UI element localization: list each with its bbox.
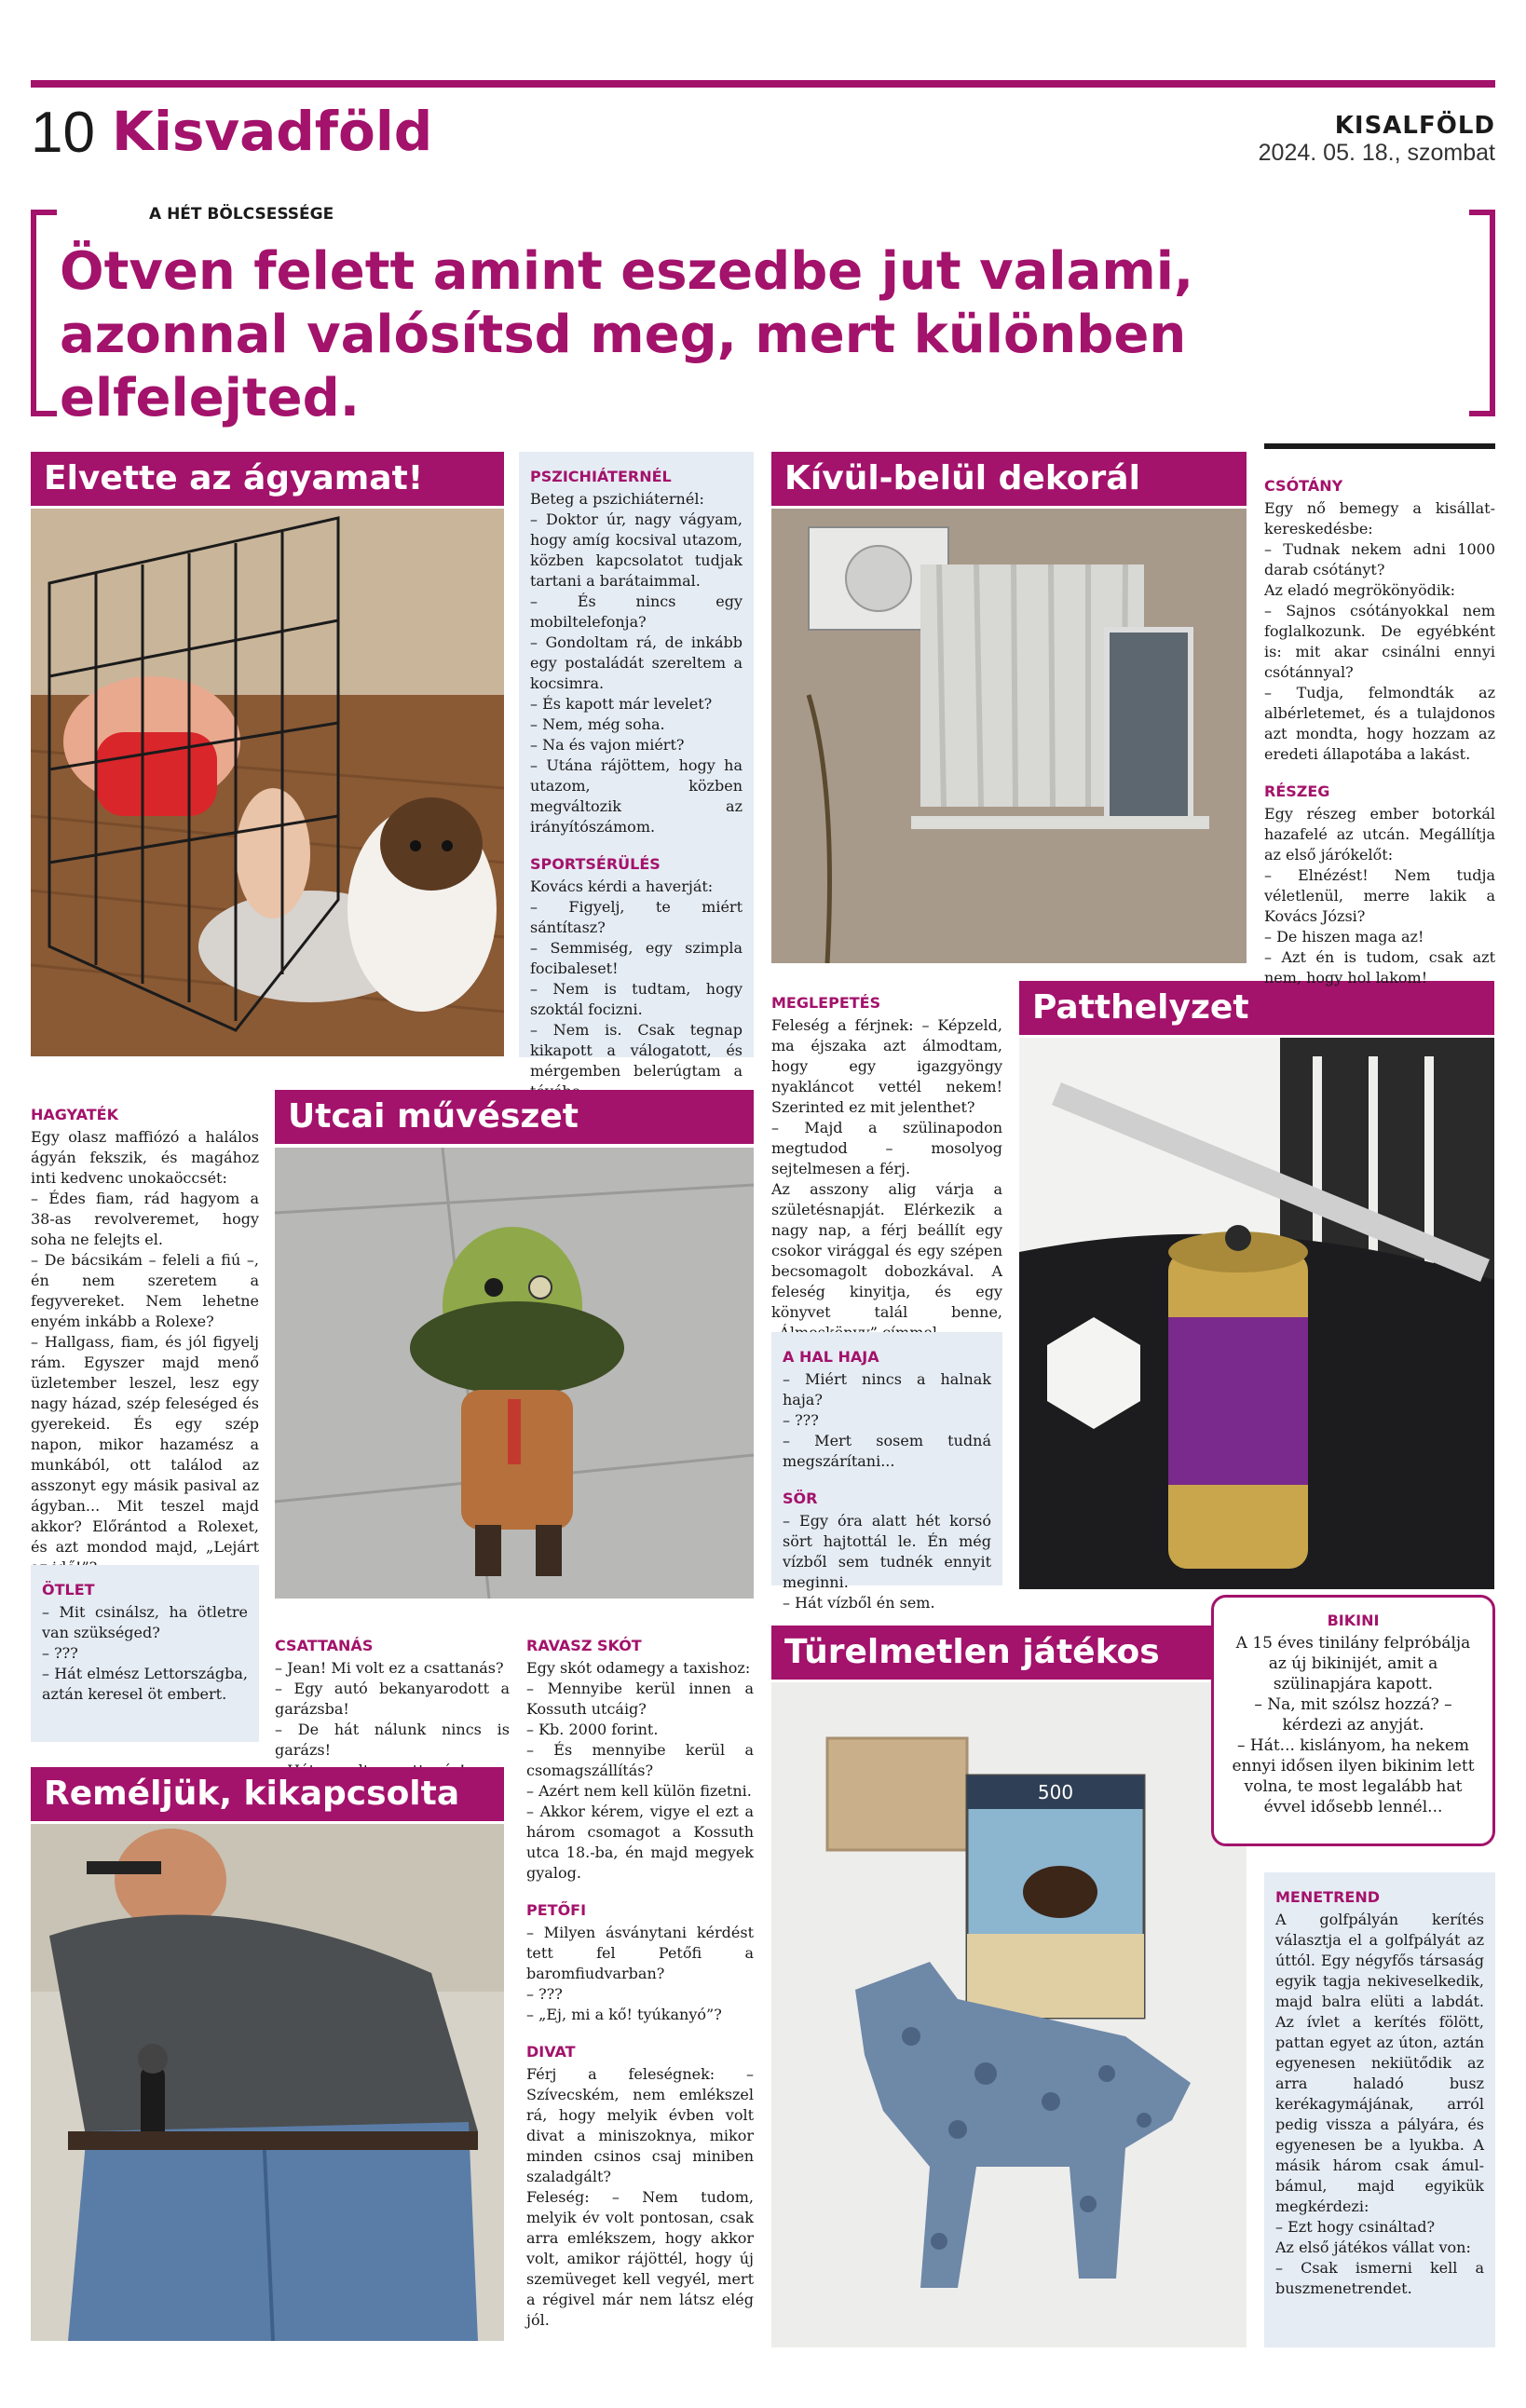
page-number: 10 [31,101,95,165]
joke-title-csotany: CSÓTÁNY [1264,477,1343,495]
issue-date: 2024. 05. 18., szombat [1258,140,1495,166]
wisdom-kicker: A HÉT BÖLCSESSÉGE [149,205,334,224]
joke-title-petofi: PETŐFI [526,1901,587,1919]
photo-raid-spider [1019,1038,1494,1589]
joke-box-hal-sor [771,1332,1002,1612]
joke-body-a-hal-haja: – Miért nincs a halnak haja? – ??? – Mert sosem tudná megszárítani... [783,1370,991,1470]
joke-title-otlet: ÖTLET [42,1581,95,1599]
joke-title-pszichiaternel: PSZICHIÁTERNÉL [530,468,672,485]
joke-box-otlet [31,1565,259,1742]
joke-title-sportserules: SPORTSÉRÜLÉS [530,855,661,873]
joke-bubble-bikini [1211,1595,1495,1846]
joke-title-reszeg: RÉSZEG [1264,782,1330,800]
dog-cage-illustration [31,509,504,1056]
puzzle-box-label: 500 [1037,1781,1074,1803]
photo-title-elvette: Elvette az ágyamat! [31,452,504,506]
joke-title-menetrend: MENETREND [1275,1888,1381,1906]
street-art-illustration [275,1148,754,1599]
joke-title-meglepetes: MEGLEPETÉS [771,994,881,1012]
raid-illustration [1019,1038,1494,1589]
joke-title-a-hal-haja: A HAL HAJA [783,1348,879,1366]
wisdom-bracket-left [31,210,57,416]
photo-title-remeljuk: Reméljük, kikapcsolta [31,1767,504,1821]
photo-street-art [275,1148,754,1599]
column-rule [1264,443,1495,449]
photo-title-turelmetlen: Türelmetlen játékos [771,1626,1247,1680]
joke-box-col4-top [1264,461,1495,986]
joke-body-petofi: – Milyen ásványtani kérdést tett fel Petőfi a baromfiudvarban? – ??? – „Ej, mi a kő! tyúkanyó”? [526,1924,754,2023]
newspaper-brand: KISALFÖLD [1334,112,1495,140]
joke-body-otlet: – Mit csinálsz, ha ötletre van szükséged? – ??? – Hát elmész Lettországba, aztán keresel öt embert. [42,1603,248,1703]
photo-dog-cage [31,509,504,1056]
photo-title-kivul-belul: Kívül-belül dekorál [771,452,1247,506]
joke-box-col2-top [519,452,754,1080]
photo-puzzle [771,1682,1247,2347]
joke-box-meglepetes [771,978,1002,1321]
top-rule [31,80,1495,88]
joke-title-ravasz-skot: RAVASZ SKÓT [526,1637,642,1654]
photo-guitarist [31,1824,504,2341]
section-title: Kisvadföld [112,100,433,163]
joke-body-ravasz-skot: Egy skót odamegy a taxishoz: – Mennyibe kerül innen a Kossuth utcáig? – Kb. 2000 forint. – És mennyibe kerül a csomagszállítás? – Azért nem kell külön fizetni. – Akkor kérem, vigye el ezt a három csomagot a Kossuth utca 18.-ba, én majd megyek gyalog. [526,1659,754,1882]
joke-body-csattanas: – Jean! Mi volt ez a csattanás? – Egy autó bekanyarodott a garázsba! – De hát nálunk nincs is garázs! [275,1659,510,1759]
joke-body-reszeg: Egy részeg ember botorkál hazafelé az utcán. Megállítja az első járókelőt: – Elnézést! Nem tudja véletlenül, merre lakik a Kovács Józsi? – De hiszen maga az! – Azt én is tudom, csak azt nem, hogy hol lakom! [1264,805,1495,986]
joke-box-menetrend [1264,1872,1495,2347]
joke-body-meglepetes: Feleség a férjnek: – Képzeld, ma éjszaka azt álmodtam, hogy egy igazgyöngy nyakláncot vettél nekem! Szerinted ez mit jelenthet? – Majd a szülinapodon megtudod – mosolyog sejtelmesen a férj. Az asszony alig várja a születésnapját. Elérkezik a nagy nap, a férj beállít egy csokor virággal és egy szépen becsomagolt dobozkával. A feleség kinyitja, és egy könyvet talál benne, [771,1016,1002,1321]
wisdom-headline: Ötven felett amint eszedbe jut valami, azonnal valósítsd meg, mert különben elfelejted. [60,241,1194,429]
joke-box-csattanas [275,1621,510,1761]
puzzle-illustration [771,1682,1247,2347]
joke-body-pszichiaternel: Beteg a pszichiáternél: – Doktor úr, nagy vágyam, hogy amíg kocsival utazom, közben kapcsolatot tudjak tartani a barátaimmal. – És nincs egy mobiltelefonja? – Gondoltam rá, de inkább egy postaládát szereltem a kocsimra. – És kapott már levelet? – Nem, még soha. – Na és vajon miért? – Utána rájöttem, hogy ha utazom, közben megváltozik az irányítószámom. [530,490,743,836]
joke-title-hagyatek: HAGYATÉK [31,1106,118,1123]
joke-body-bikini: A 15 éves tinilány felpróbálja az új bikinijét, amit a szülinapjára kapott. – Na, mit szólsz hozzá? – kérdezi az anyját. – Hát... kislányom, ha nekem ennyi idősen ilyen bikinim lett volna, te most legalább hat évvel idősebb lennél... [1232,1634,1475,1816]
joke-body-sportserules: Kovács kérdi a haverját: – Figyelj, te miért sántítasz? – Semmiség, egy szimpla focibaleset! – Nem is tudtam, hogy szoktál focizni. – Nem is. Csak tegnap kikapott a válogatott, és mérgemben belerúgtam a [530,877,743,1080]
joke-body-menetrend: A golfpályán kerítés választja el a golfpályát az úttól. Egy négyfős társaság egyik tagja nekiveselkedik, majd balra elüti a labdát. Az ívlet a kerítés fölött, pattan egyet az úton, aztán egyenesen nekiütődik az arra haladó busz kerékagymájának, arról pedig vissza a pályára, és egyenesen be a lyukba. A másik három csak ámul-bámul, majd egyikük megkérdezi: – Ezt hogy csináltad? Az első játékos vállat von: – Csak ismerni kell a buszmenetrendet. [1275,1911,1484,2297]
joke-title-divat: DIVAT [526,2043,576,2061]
joke-body-hagyatek: Egy olasz maffiózó a halálos ágyán fekszik, és magához inti kedvenc unokaöccsét: – Édes fiam, rád hagyom a 38-as revolveremet, hogy soha ne felejts el. – De bácsikám – feleli a fiú –, én nem szeretem a fegyvereket. Nem lehetne enyém inkább a Rolexe? – Hallgass, fiam, és jól figyelj rám. Egyszer majd menő üzletember leszel, lesz egy nagy házad, szép feleséged és gyerekeid. És egy szép napon, mikor hazamész a munkából, ott találod az asszonyt egy másik pasival az ágyban... Mit teszel majd akkor? Előrántod a Rolexet, és azt mondod majd, „Lejárt [31,1128,259,1556]
joke-box-col2-bottom [526,1621,754,2347]
photo-title-utcai: Utcai művészet [275,1090,754,1144]
joke-body-divat: Férj a feleségnek: – Szívecském, nem emlékszel rá, hogy melyik évben volt divat a miniszoknya, mikor minden csinos csaj miniben szaladgált? Feleség: – Nem tudom, melyik év volt pontosan, csak arra emlékszem, hogy akkor volt, amikor rájöttél, hogy új szemüveget kell vegyél, mert a régivel már nem látsz elég jól. [526,2065,754,2329]
photo-window-decor [771,509,1247,963]
wisdom-bracket-right [1469,210,1495,416]
joke-title-sor: SÖR [783,1490,818,1507]
photo-title-patthelyzet: Patthelyzet [1019,981,1494,1035]
joke-body-sor: – Egy óra alatt hét korsó sört hajtottál le. Én még vízből sem tudnék ennyit meginni. – Hát vízből én sem. [783,1512,991,1612]
joke-body-csotany: Egy nő bemegy a kisállat-kereskedésbe: – Tudnak nekem adni 1000 darab csótányt? Az eladó megrökönyödik: – Sajnos csótányokkal nem foglalkozunk. De egyébként is: mit akar csinálni ennyi csótánnyal? – Tudja, felmondták az albérletemet, és a tulajdonos azt mondta, hogy hozzam az eredeti állapotába a lakást. [1264,499,1495,763]
joke-box-hagyatek [31,1090,259,1556]
window-illustration [771,509,1247,963]
joke-title-bikini: BIKINI [1327,1612,1380,1629]
joke-title-csattanas: CSATTANÁS [275,1637,374,1654]
guitarist-illustration [31,1824,504,2341]
